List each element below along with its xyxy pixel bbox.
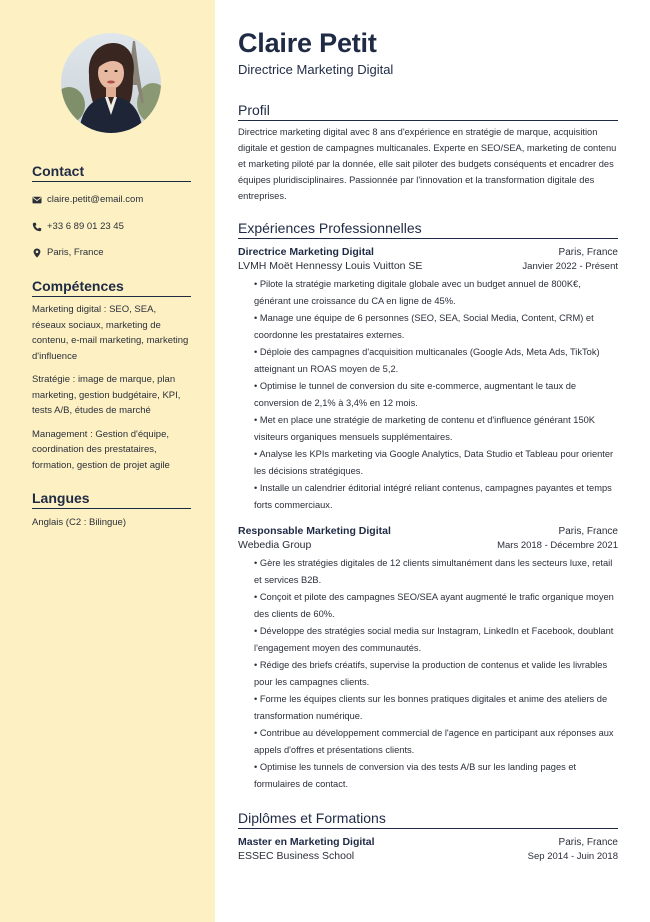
bullet-text: • Optimise le tunnel de conversion du site e-commerce, augmentant le taux de conversion de 2,1% à 3,4% en 12 mois.: [254, 381, 577, 408]
education-section: [238, 810, 618, 829]
sidebar: [0, 0, 215, 922]
phone-icon: [32, 222, 42, 232]
bullet-item: [238, 691, 618, 724]
bullet-text: • Gère les stratégies digitales de 12 clients simultanément dans les secteurs luxe, retail et services B2B.: [254, 558, 613, 585]
bullet-item: [238, 759, 618, 792]
bullet-text: • Manage une équipe de 6 personnes (SEO, SEA, Social Media, Content, CRM) et coordonne les prestataires externes.: [254, 313, 594, 340]
contact-section: [32, 163, 191, 259]
bullet-item: [238, 276, 618, 309]
bullet-text: • Conçoit et pilote des campagnes SEO/SEA ayant augmenté le trafic organique moyen des clients de 60%.: [254, 592, 614, 619]
bullet-text: • Déploie des campagnes d'acquisition multicanales (Google Ads, Meta Ads, TikTok) atteignant un ROAS moyen de 5,2.: [254, 347, 600, 374]
profile-summary: Directrice marketing digital avec 8 ans d'expérience en stratégie de marque, acquisition digitale et gestion de campagnes multicanales. Experte en SEO/SEA, marketing de contenu et marketing piloté par la donnée, elle sait piloter des budgets conséquents et encadrer des équipes pluridisciplinaires. Passionnée par l'innovation et la transformation digitale des entreprises.: [238, 127, 617, 201]
bullet-text: • Analyse les KPIs marketing via Google Analytics, Data Studio et Tableau pour orienter les décisions stratégiques.: [254, 449, 614, 476]
job-dates: Janvier 2022 - Présent: [522, 261, 618, 272]
language-item: Anglais (C2 : Bilingue): [32, 517, 126, 528]
contact-location-row: [32, 246, 191, 259]
bullet-item: [238, 378, 618, 411]
job-bullets: [238, 555, 618, 792]
bullet-item: [238, 623, 618, 656]
experience-section: [238, 220, 618, 239]
candidate-name: Claire Petit: [238, 28, 377, 58]
bullet-text: • Optimise les tunnels de conversion via des tests A/B sur les landing pages et formulaires de contact.: [254, 762, 577, 789]
job-role: Responsable Marketing Digital: [238, 525, 391, 537]
map-pin-icon: [32, 248, 42, 258]
bullet-item: [238, 725, 618, 758]
bullet-item: [238, 412, 618, 445]
education-school: ESSEC Business School: [238, 850, 355, 862]
bullet-item: [238, 310, 618, 343]
bullet-item: [238, 344, 618, 377]
contact-heading: Contact: [32, 163, 191, 182]
contact-location: Paris, France: [47, 247, 104, 258]
skills-section: [32, 278, 191, 473]
skills-heading: Compétences: [32, 278, 191, 297]
contact-email[interactable]: claire.petit@email.com: [47, 194, 144, 205]
skill-item: Management : Gestion d'équipe, coordination des prestataires, formation, gestion de projet agile: [32, 428, 170, 471]
envelope-icon: [32, 195, 42, 205]
contact-phone[interactable]: +33 6 89 01 23 45: [47, 221, 124, 232]
bullet-text: • Rédige des briefs créatifs, supervise la production de contenus et valide les livrables pour les campagnes clients.: [254, 660, 608, 687]
bullet-text: • Forme les équipes clients sur les bonnes pratiques digitales et anime des ateliers de transformation numérique.: [254, 694, 608, 721]
job-bullets: [238, 276, 618, 513]
job-location: Paris, France: [558, 247, 618, 258]
bullet-item: [238, 555, 618, 588]
education-degree: Master en Marketing Digital: [238, 836, 375, 848]
contact-email-row: [32, 193, 191, 206]
job-dates: Mars 2018 - Décembre 2021: [497, 540, 618, 551]
job-role: Directrice Marketing Digital: [238, 246, 374, 258]
profile-heading: Profil: [238, 102, 618, 121]
education-heading: Diplômes et Formations: [238, 810, 618, 829]
languages-section: [32, 490, 191, 528]
bullet-item: [238, 657, 618, 690]
bullet-item: [238, 589, 618, 622]
bullet-item: [238, 446, 618, 479]
job-company: Webedia Group: [238, 539, 312, 551]
contact-phone-row: [32, 220, 191, 233]
experience-item: [238, 525, 618, 792]
experience-item: [238, 246, 618, 513]
job-location: Paris, France: [558, 526, 618, 537]
education-location: Paris, France: [558, 837, 618, 848]
bullet-item: [238, 480, 618, 513]
candidate-title: Directrice Marketing Digital: [238, 62, 394, 77]
experience-heading: Expériences Professionnelles: [238, 220, 618, 239]
bullet-text: • Contribue au développement commercial de l'agence en participant aux réponses aux appels d'offres et présentations clients.: [254, 728, 614, 755]
job-company: LVMH Moët Hennessy Louis Vuitton SE: [238, 260, 423, 272]
profile-photo: [61, 33, 161, 133]
bullet-text: • Met en place une stratégie de marketing de contenu et d'influence générant 150K visiteurs organiques mensuels supplémentaires.: [254, 415, 595, 442]
bullet-text: • Installe un calendrier éditorial intégré reliant contenus, campagnes payantes et temps forts commerciaux.: [254, 483, 612, 510]
skill-item: Stratégie : image de marque, plan marketing, gestion budgétaire, KPI, tests A/B, études de marché: [32, 374, 181, 416]
bullet-text: • Développe des stratégies social media sur Instagram, LinkedIn et Facebook, doublant l'engagement moyen des communautés.: [254, 626, 614, 653]
bullet-text: • Pilote la stratégie marketing digitale globale avec un budget annuel de 800K€, générant une croissance du CA en ligne de 45%.: [254, 279, 581, 306]
education-dates: Sep 2014 - Juin 2018: [527, 851, 618, 862]
profile-section: [238, 102, 618, 204]
profile-photo-illustration: [61, 33, 161, 133]
skill-item: Marketing digital : SEO, SEA, réseaux sociaux, marketing de contenu, e-mail marketing, marketing d'influence: [32, 304, 189, 362]
languages-heading: Langues: [32, 490, 191, 509]
education-item: [238, 836, 618, 862]
